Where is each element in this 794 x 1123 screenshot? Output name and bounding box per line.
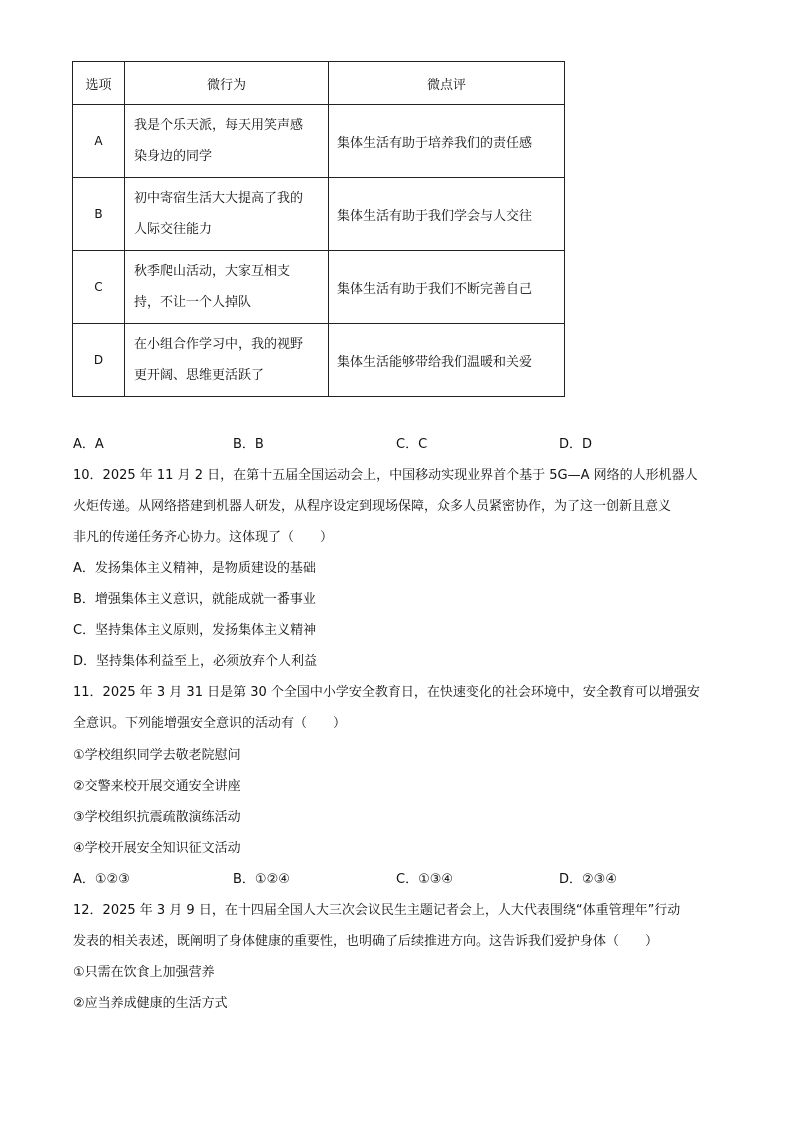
choice-d[interactable]: D．D (559, 437, 593, 452)
choice-c[interactable]: C．①③④ (396, 872, 454, 887)
question-11-item: ③学校组织抗震疏散演练活动 (73, 810, 241, 825)
question-10-stem-line: 火炬传递。从网络搭建到机器人研发，从程序设定到现场保障，众多人员紧密协作，为了这一创新且意义 (73, 499, 672, 514)
row-behavior (125, 178, 329, 251)
behavior-line: 在小组合作学习中，我的视野 (134, 337, 304, 352)
behavior-line: 人际交往能力 (134, 222, 213, 237)
table-row (73, 178, 565, 251)
question-11-item: ②交警来校开展交通安全讲座 (73, 779, 241, 794)
row-option: D (73, 324, 125, 397)
row-comment: 集体生活有助于我们不断完善自己 (329, 251, 565, 324)
header-option: 选项 (73, 62, 125, 105)
question-12-item: ①只需在饮食上加强营养 (73, 965, 215, 980)
question-11-stem-line: 全意识。下列能增强安全意识的活动有（ ） (73, 716, 347, 731)
question-10-option-a[interactable]: A．发扬集体主义精神，是物质建设的基础 (73, 561, 316, 576)
question-11-choices (73, 871, 723, 889)
question-12-stem-line: 发表的相关表述，既阐明了身体健康的重要性，也明确了后续推进方向。这告诉我们爱护身体（ ） (73, 934, 659, 949)
behavior-line: 秋季爬山活动，大家互相支 (134, 264, 291, 279)
row-option: A (73, 105, 125, 178)
question-10-option-c[interactable]: C．坚持集体主义原则，发扬集体主义精神 (73, 623, 317, 638)
behavior-line: 更开阔、思维更活跃了 (134, 368, 265, 383)
row-behavior (125, 105, 329, 178)
table-row (73, 105, 565, 178)
header-behavior: 微行为 (125, 62, 329, 105)
header-comment: 微点评 (329, 62, 565, 105)
behavior-line: 持，不让一个人掉队 (134, 295, 252, 310)
row-comment: 集体生活有助于培养我们的责任感 (329, 105, 565, 178)
table-row (73, 251, 565, 324)
question-9-choices (73, 436, 723, 454)
question-10-stem-line: 10．2025 年 11 月 2 日，在第十五届全国运动会上，中国移动实现业界首个基于 5G—A 网络的人形机器人 (73, 468, 698, 483)
question-10-option-b[interactable]: B．增强集体主义意识，就能成就一番事业 (73, 592, 316, 607)
row-behavior (125, 251, 329, 324)
question-10-option-d[interactable]: D．坚持集体利益至上，必须放弃个人利益 (73, 654, 318, 669)
choice-a[interactable]: A．A (73, 437, 104, 452)
row-comment: 集体生活能够带给我们温暖和关爱 (329, 324, 565, 397)
behavior-line: 初中寄宿生活大大提高了我的 (134, 191, 304, 206)
row-option: B (73, 178, 125, 251)
behavior-line: 我是个乐天派，每天用笑声感 (134, 118, 304, 133)
question-12-item: ②应当养成健康的生活方式 (73, 996, 228, 1011)
question-12-stem-line: 12．2025 年 3 月 9 日，在十四届全国人大三次会议民生主题记者会上，人大代表围绕“体重管理年”行动 (73, 903, 681, 918)
choice-a[interactable]: A．①②③ (73, 872, 130, 887)
question-10-stem-line: 非凡的传递任务齐心协力。这体现了（ ） (73, 530, 334, 545)
row-comment: 集体生活有助于我们学会与人交往 (329, 178, 565, 251)
choice-c[interactable]: C．C (396, 437, 428, 452)
question-11-stem-line: 11．2025 年 3 月 31 日是第 30 个全国中小学安全教育日，在快速变化的社会环境中，安全教育可以增强安 (73, 685, 700, 700)
question-11-item: ④学校开展安全知识征文活动 (73, 841, 241, 856)
choice-d[interactable]: D．②③④ (559, 872, 617, 887)
choice-b[interactable]: B．①②④ (233, 872, 290, 887)
behavior-line: 染身边的同学 (134, 149, 213, 164)
table-row (73, 324, 565, 397)
choice-b[interactable]: B．B (233, 437, 264, 452)
question-9-table (72, 61, 565, 397)
row-behavior (125, 324, 329, 397)
table-header-row (73, 62, 565, 105)
question-11-item: ①学校组织同学去敬老院慰问 (73, 748, 241, 763)
row-option: C (73, 251, 125, 324)
